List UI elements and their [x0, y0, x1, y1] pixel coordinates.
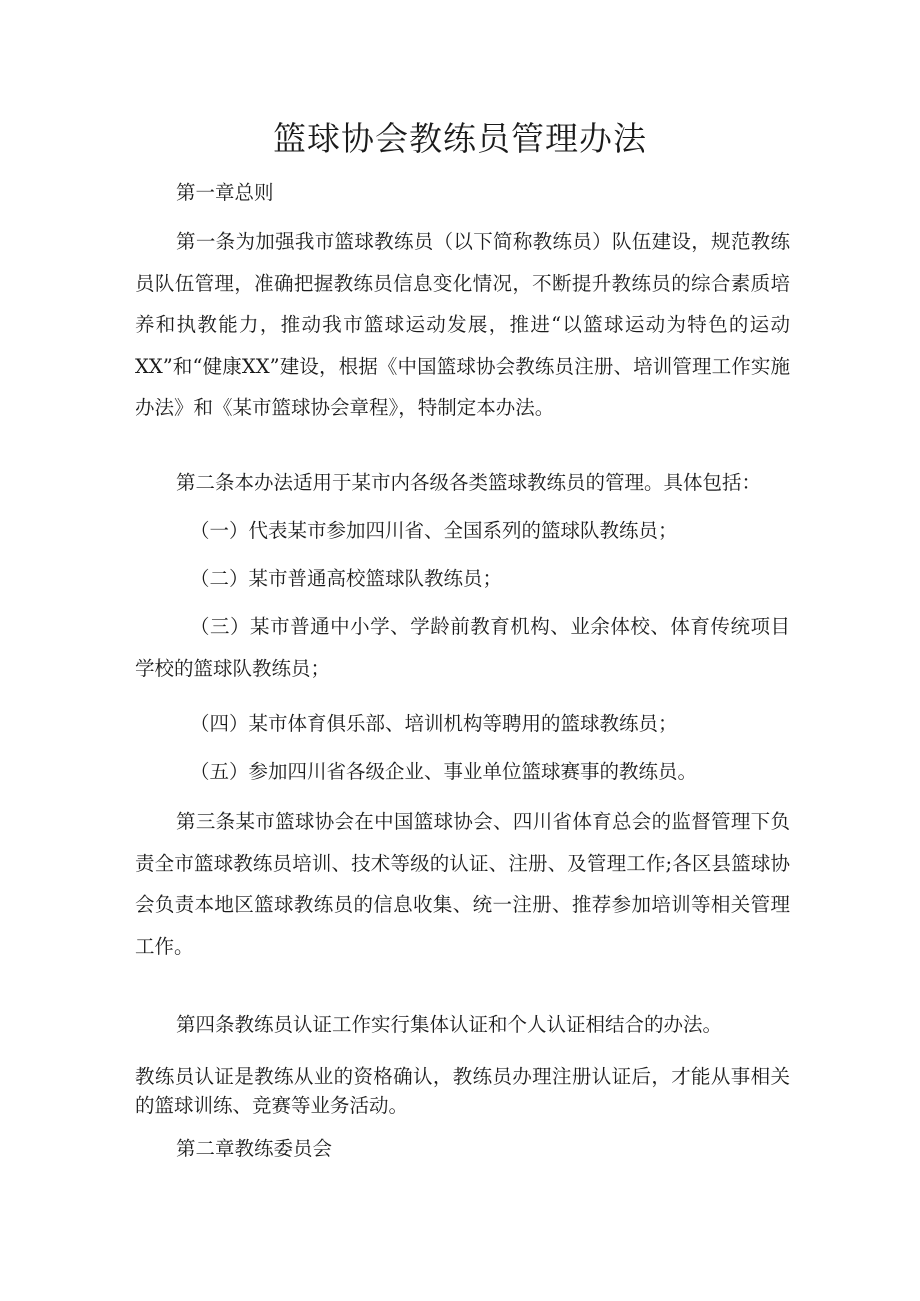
article-one: 第一条为加强我市篮球教练员（以下简称教练员）队伍建设，规范教练员队伍管理，准确把握教练员信息变化情况，不断提升教练员的综合素质培养和执教能力，推动我市篮球运动发展，推进“以篮球运动为特色的运动XX”和“健康XX”建设，根据《中国篮球协会教练员注册、培训管理工作实施办法》和《某市篮球协会章程》，特制定本办法。 [135, 230, 790, 419]
chapter-two-heading: 第二章教练委员会 [176, 1137, 333, 1160]
document-title: 篮球协会教练员管理办法 [273, 119, 647, 158]
list-item-2: （二）某市普通高校篮球队教练员； [190, 567, 503, 590]
chapter-one-heading: 第一章总则 [176, 181, 274, 204]
list-item-1: （一）代表某市参加四川省、全国系列的篮球队教练员； [190, 519, 678, 542]
article-three: 第三条某市篮球协会在中国篮球协会、四川省体育总会的监督管理下负责全市篮球教练员培训、技术等级的认证、注册、及管理工作;各区县篮球协会负责本地区篮球教练员的信息收集、统一注册、推荐参加培训等相关管理工作。 [135, 810, 790, 958]
article-four-note: 教练员认证是教练从业的资格确认，教练员办理注册认证后，才能从事相关的篮球训练、竞赛等业务活动。 [135, 1065, 790, 1117]
list-item-3: （三）某市普通中小学、学龄前教育机构、业余体校、体育传统项目学校的篮球队教练员； [135, 615, 790, 680]
article-four: 第四条教练员认证工作实行集体认证和个人认证相结合的办法。 [176, 1013, 723, 1036]
list-item-5: （五）参加四川省各级企业、事业单位篮球赛事的教练员。 [190, 760, 698, 783]
list-item-4: （四）某市体育俱乐部、培训机构等聘用的篮球教练员； [190, 712, 678, 735]
article-two: 第二条本办法适用于某市内各级各类篮球教练员的管理。具体包括： [176, 471, 762, 494]
